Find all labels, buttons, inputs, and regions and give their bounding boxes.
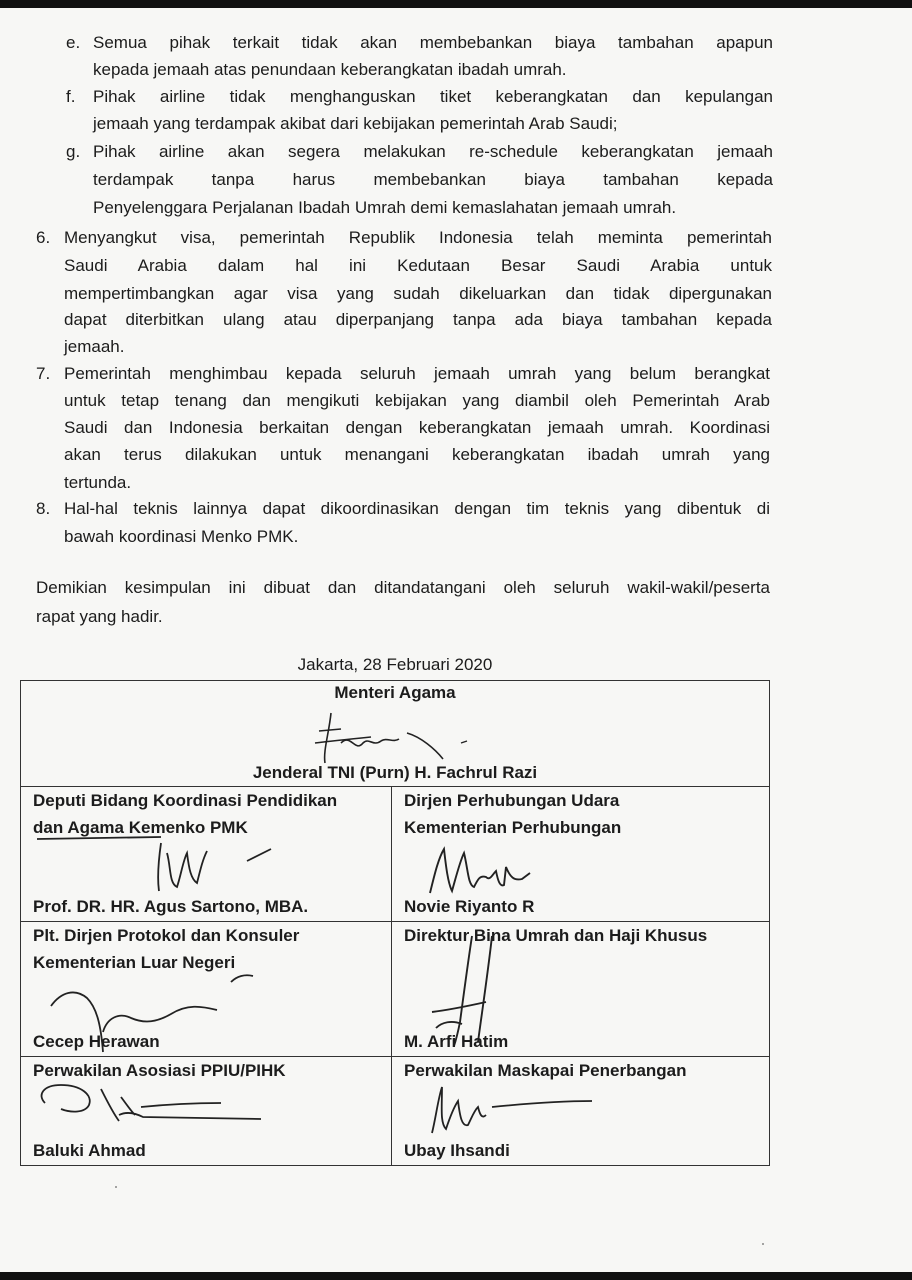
signature-table	[20, 680, 770, 1166]
signature-cell	[392, 1057, 770, 1166]
item-text-line: Saudi dan Indonesia berkaitan dengan keberangkatan jemaah umrah. Koordinasi	[64, 418, 770, 437]
speck	[762, 1243, 764, 1245]
signature-drawing	[412, 1077, 612, 1147]
signature-cell	[21, 922, 392, 1057]
item-marker: e.	[66, 33, 81, 52]
signatory-name: Prof. DR. HR. Agus Sartono, MBA.	[33, 897, 309, 916]
signatory-title: Direktur Bina Umrah dan Haji Khusus	[404, 926, 708, 945]
signatory-title: Kementerian Luar Negeri	[33, 953, 236, 972]
signatory-title: Deputi Bidang Koordinasi Pendidikan	[33, 791, 338, 810]
item-text-line: Menyangkut visa, pemerintah Republik Indonesia telah meminta pemerintah	[64, 228, 772, 247]
item-text-line: Pihak airline tidak menghanguskan tiket keberangkatan dan kepulangan	[93, 87, 773, 106]
item-text-line: Pemerintah menghimbau kepada seluruh jemaah umrah yang belum berangkat	[64, 364, 770, 383]
signatory-title: Dirjen Perhubungan Udara	[404, 791, 620, 810]
bottom-dark-border	[0, 1272, 912, 1280]
place-date: Jakarta, 28 Februari 2020	[297, 655, 493, 674]
signatory-title: dan Agama Kemenko PMK	[33, 818, 248, 837]
item-text-line: Hal-hal teknis lainnya dapat dikoordinasikan dengan tim teknis yang dibentuk di	[64, 499, 770, 518]
item-text-line: tertunda.	[64, 473, 132, 492]
item-marker: 8.	[36, 499, 51, 518]
item-marker: f.	[66, 87, 76, 106]
signatory-name: M. Arfi Hatim	[404, 1032, 509, 1051]
signatory-title: Perwakilan Asosiasi PPIU/PIHK	[33, 1061, 286, 1080]
item-marker: 6.	[36, 228, 51, 247]
closing-line: Demikian kesimpulan ini dibuat dan ditandatangani oleh seluruh wakil-wakil/peserta	[36, 578, 770, 597]
item-text-line: Pihak airline akan segera melakukan re-schedule keberangkatan jemaah	[93, 142, 773, 161]
item-text-line: Penyelenggara Perjalanan Ibadah Umrah demi kemaslahatan jemaah umrah.	[93, 198, 677, 217]
item-text-line: Saudi Arabia dalam hal ini Kedutaan Besar Saudi Arabia untuk	[64, 256, 772, 275]
signatory-name: Jenderal TNI (Purn) H. Fachrul Razi	[252, 763, 538, 782]
item-text-line: untuk tetap tenang dan mengikuti kebijakan yang diambil oleh Pemerintah Arab	[64, 391, 770, 410]
signature-cell	[21, 787, 392, 922]
signatory-title: Kementerian Perhubungan	[404, 818, 622, 837]
item-text-line: bawah koordinasi Menko PMK.	[64, 527, 299, 546]
signatory-name: Ubay Ihsandi	[404, 1141, 510, 1160]
signatory-name: Novie Riyanto R	[404, 897, 535, 916]
signatory-title: Perwakilan Maskapai Penerbangan	[404, 1061, 687, 1080]
signature-drawing	[31, 1077, 271, 1137]
signatory-name: Baluki Ahmad	[33, 1141, 146, 1160]
item-text-line: akan terus dilakukan untuk menangani keberangkatan ibadah umrah yang	[64, 445, 770, 464]
item-marker: g.	[66, 142, 81, 161]
signatory-title: Menteri Agama	[334, 683, 456, 702]
item-marker: 7.	[36, 364, 51, 383]
item-text-line: jemaah yang terdampak akibat dari kebijakan pemerintah Arab Saudi;	[93, 114, 618, 133]
signatory-name: Cecep Herawan	[33, 1032, 160, 1051]
signature-cell-menteri-agama	[21, 681, 770, 787]
item-text-line: dapat diterbitkan ulang atau diperpanjang tanpa ada biaya tambahan kepada	[64, 310, 772, 329]
item-text-line: Semua pihak terkait tidak akan membebankan biaya tambahan apapun	[93, 33, 773, 52]
speck	[115, 1186, 117, 1188]
item-text-line: terdampak tanpa harus membebankan biaya tambahan kepada	[93, 170, 773, 189]
signature-cell	[21, 1057, 392, 1166]
signatory-title: Plt. Dirjen Protokol dan Konsuler	[33, 926, 300, 945]
closing-line: rapat yang hadir.	[36, 607, 163, 626]
signature-cell	[392, 922, 770, 1057]
item-text-line: jemaah.	[64, 337, 125, 356]
signature-cell	[392, 787, 770, 922]
item-text-line: kepada jemaah atas penundaan keberangkatan ibadah umrah.	[93, 60, 567, 79]
item-text-line: mempertimbangkan agar visa yang sudah dikeluarkan dan tidak dipergunakan	[64, 284, 772, 303]
signature-drawing	[31, 817, 291, 907]
